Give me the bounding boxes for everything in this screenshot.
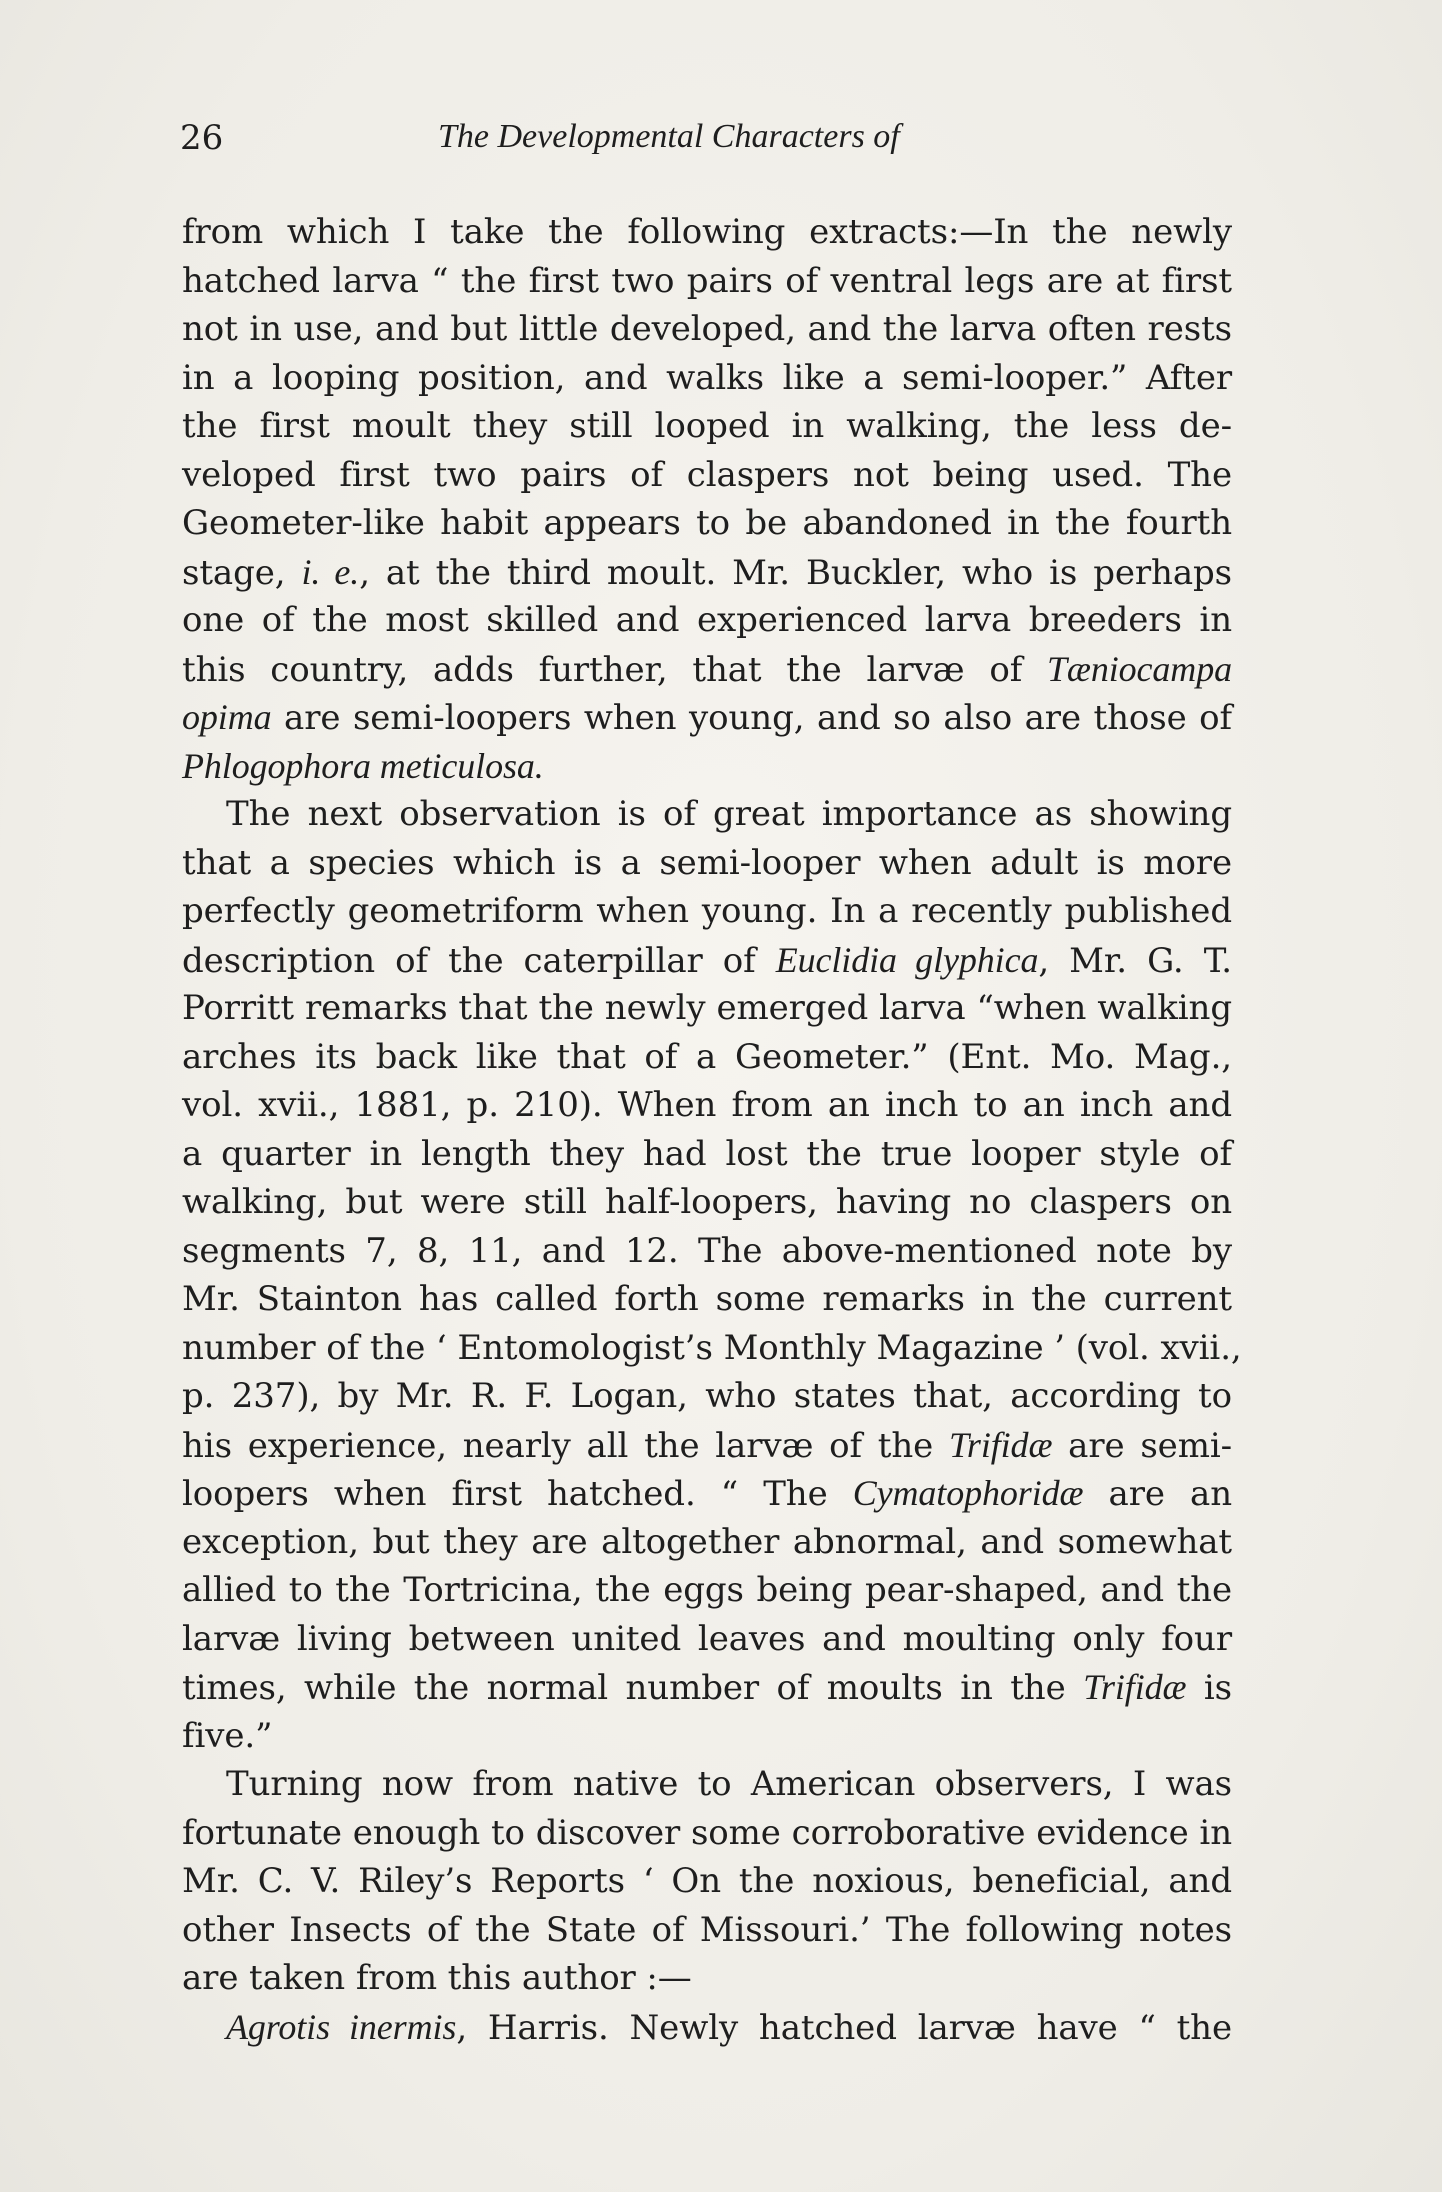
text-run: walking, but were still half-loopers, having no claspers on bbox=[182, 1182, 1232, 1222]
text-run: veloped first two pairs of claspers not being used. The bbox=[182, 454, 1232, 495]
italic-text: Phlogophora meticulosa. bbox=[182, 745, 544, 786]
text-run: loopers when first hatched. “ The bbox=[182, 1474, 853, 1514]
text-line bbox=[182, 1227, 1232, 1276]
text-line bbox=[182, 1275, 1232, 1324]
text-run: other Insects of the State of Missouri.’ The following notes bbox=[182, 1909, 1232, 1950]
text-line bbox=[182, 402, 1232, 451]
text-line bbox=[182, 208, 1232, 257]
text-run: , Mr. G. T. bbox=[1038, 940, 1232, 981]
text-run: his experience, nearly all the larvæ of the bbox=[182, 1425, 949, 1466]
text-run: hatched larva “ the first two pairs of ventral legs are at first bbox=[182, 260, 1232, 301]
text-run: are semi- bbox=[1052, 1425, 1233, 1466]
text-run: segments 7, 8, 11, and 12. The above-mentioned note by bbox=[182, 1230, 1232, 1271]
text-run: description of the caterpillar of bbox=[182, 940, 776, 981]
text-line bbox=[182, 596, 1232, 645]
text-run: times, while the normal number of moults in the bbox=[182, 1668, 1084, 1708]
text-run: in a looping position, and walks like a semi-looper.” After bbox=[182, 357, 1232, 398]
text-line bbox=[182, 1954, 1232, 2003]
text-run: p. 237), by Mr. R. F. Logan, who states that, according to bbox=[182, 1376, 1232, 1416]
text-run: arches its back like that of a Geometer.” (Ent. Mo. Mag., bbox=[182, 1036, 1232, 1077]
text-line bbox=[182, 1081, 1232, 1130]
text-line bbox=[182, 1760, 1232, 1809]
text-run: allied to the Tortricina, the eggs being pear-shaped, and the bbox=[182, 1570, 1232, 1610]
text-run: Geometer-like habit appears to be abandoned in the fourth bbox=[182, 503, 1232, 543]
text-run: vol. xvii., 1881, p. 210). When from an inch to an inch and bbox=[182, 1085, 1232, 1125]
text-line bbox=[182, 305, 1232, 354]
text-run: not in use, and but little developed, and the larva often rests bbox=[182, 309, 1232, 349]
text-line bbox=[182, 936, 1232, 985]
text-line bbox=[182, 1130, 1232, 1179]
text-run: the first moult they still looped in walking, the less de- bbox=[182, 406, 1232, 446]
text-run: from which I take the following extracts:—In the newly bbox=[182, 212, 1232, 252]
text-line bbox=[182, 1324, 1242, 1373]
italic-text: Trifidæ bbox=[949, 1424, 1053, 1465]
text-run: Mr. C. V. Riley’s Reports ‘ On the noxious, beneficial, and bbox=[182, 1861, 1232, 1901]
italic-text: Tæniocampa bbox=[1046, 648, 1232, 689]
text-line bbox=[182, 1033, 1232, 1082]
text-run: Mr. Stainton has called forth some remarks in the current bbox=[182, 1279, 1232, 1319]
text-line bbox=[182, 839, 1232, 888]
italic-text: Euclidia glyphica bbox=[775, 939, 1039, 980]
text-run: this country, adds further, that the larvæ of bbox=[182, 649, 1047, 690]
text-run: larvæ living between united leaves and moulting only four bbox=[182, 1618, 1232, 1659]
italic-text: i. e. bbox=[301, 551, 360, 592]
running-title: The Developmental Characters of bbox=[438, 118, 900, 155]
page-number: 26 bbox=[180, 118, 224, 158]
text-line bbox=[182, 1615, 1232, 1664]
text-line bbox=[182, 2003, 1232, 2052]
text-line bbox=[182, 1372, 1232, 1421]
paragraph bbox=[182, 2003, 1232, 2052]
text-line bbox=[182, 548, 1232, 597]
italic-text: opima bbox=[182, 697, 272, 737]
text-line bbox=[182, 1663, 1232, 1712]
text-run: are taken from this author :— bbox=[182, 1958, 692, 1998]
italic-text: Agrotis inermis bbox=[226, 2006, 457, 2047]
text-run: that a species which is a semi-looper when adult is more bbox=[182, 842, 1232, 883]
text-run: The next observation is of great importance as showing bbox=[226, 794, 1232, 834]
italic-text: Cymatophoridæ bbox=[852, 1473, 1084, 1513]
text-run: , Harris. Newly hatched larvæ have “ the bbox=[456, 2007, 1233, 2048]
text-line bbox=[182, 1178, 1232, 1227]
text-line bbox=[182, 354, 1232, 403]
text-run: is bbox=[1186, 1668, 1233, 1708]
text-run: Porritt remarks that the newly emerged larva “when walking bbox=[182, 988, 1232, 1028]
text-run: exception, but they are altogether abnormal, and somewhat bbox=[182, 1521, 1232, 1562]
text-run: a quarter in length they had lost the true looper style of bbox=[182, 1133, 1232, 1174]
text-line bbox=[182, 1906, 1232, 1955]
text-run: stage, bbox=[182, 552, 302, 593]
text-run: Turning now from native to American observers, I was bbox=[226, 1764, 1232, 1804]
text-run: number of the ‘ Entomologist’s Monthly Magazine ’ (vol. xvii., bbox=[182, 1327, 1242, 1368]
text-line bbox=[182, 645, 1232, 694]
text-line bbox=[182, 451, 1232, 500]
paragraph bbox=[182, 208, 1232, 790]
text-run: perfectly geometriform when young. In a recently published bbox=[182, 891, 1232, 931]
italic-text: Trifidæ bbox=[1083, 1667, 1187, 1707]
text-run: are semi-loopers when young, and so also are those of bbox=[271, 698, 1232, 738]
text-line bbox=[182, 742, 1232, 791]
text-line bbox=[182, 693, 1232, 742]
text-run: one of the most skilled and experienced larva breeders in bbox=[182, 600, 1232, 640]
text-line bbox=[182, 984, 1232, 1033]
text-line bbox=[182, 1712, 1232, 1761]
text-run: fortunate enough to discover some corroborative evidence in bbox=[182, 1812, 1232, 1853]
paragraph bbox=[182, 790, 1242, 1760]
text-line bbox=[182, 499, 1232, 548]
text-line bbox=[182, 1566, 1232, 1615]
text-run: are an bbox=[1083, 1474, 1232, 1514]
text-run: five.” bbox=[182, 1715, 273, 1756]
text-line bbox=[182, 887, 1232, 936]
text-line bbox=[182, 257, 1232, 306]
text-line bbox=[182, 1518, 1232, 1567]
paragraph bbox=[182, 1760, 1232, 2003]
page-body bbox=[182, 208, 1242, 2051]
text-line bbox=[182, 1857, 1232, 1906]
text-line bbox=[182, 790, 1232, 839]
text-line bbox=[182, 1421, 1232, 1470]
text-line bbox=[182, 1469, 1232, 1518]
page-header bbox=[180, 118, 1230, 178]
text-line bbox=[182, 1809, 1232, 1858]
text-run: , at the third moult. Mr. Buckler, who is perhaps bbox=[359, 552, 1233, 593]
